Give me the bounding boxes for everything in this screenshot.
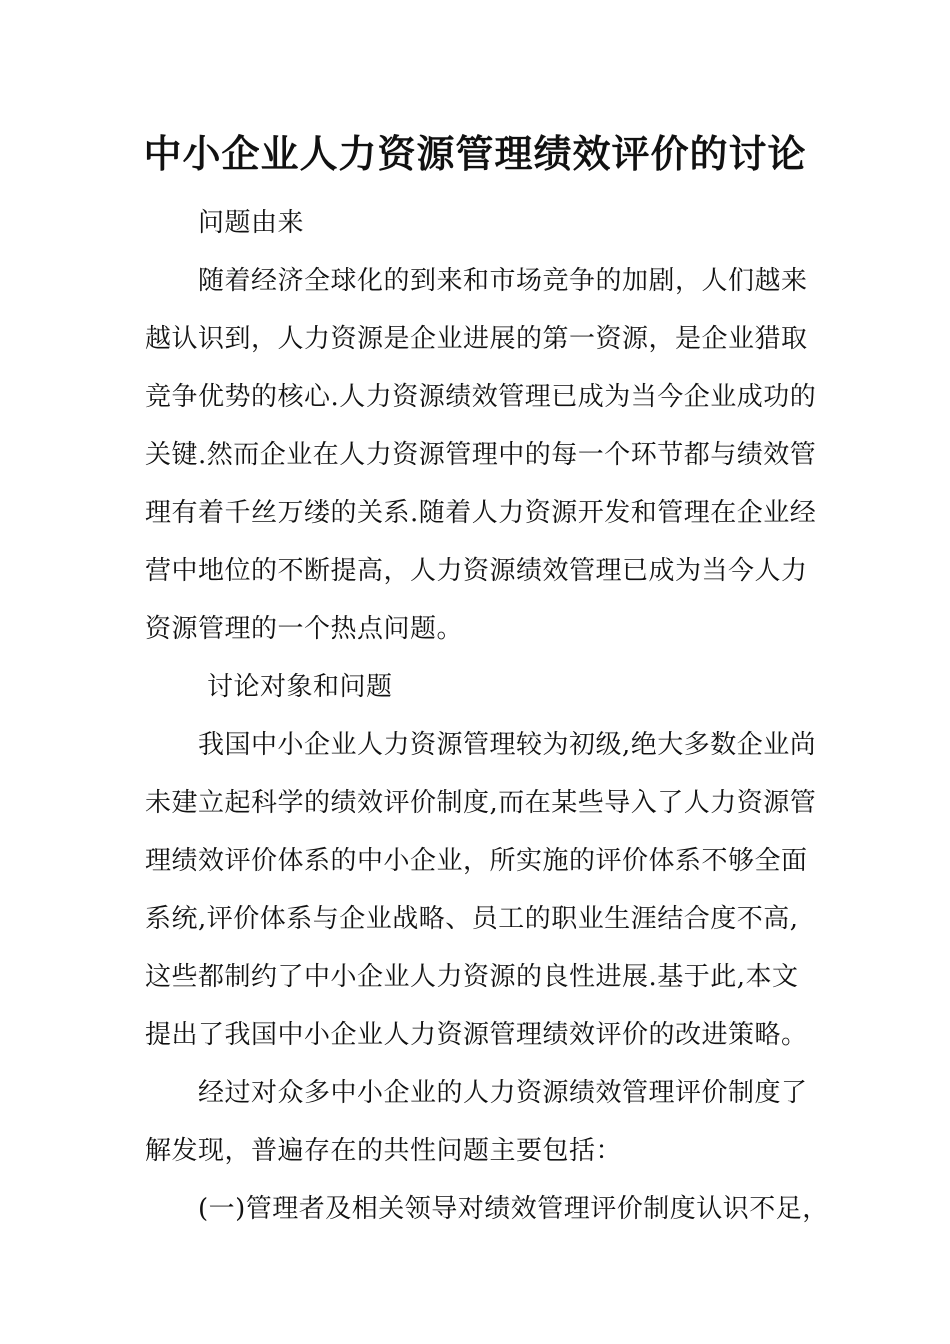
paragraph-line: 营中地位的不断提高，人力资源绩效管理已成为当今人力 — [145, 556, 808, 586]
paragraph-line: 提出了我国中小企业人力资源管理绩效评价的改进策略。 — [145, 1020, 808, 1050]
paragraph-line: 经过对众多中小企业的人力资源绩效管理评价制度了 — [198, 1078, 808, 1108]
document-title: 中小企业人力资源管理绩效评价的讨论 — [143, 131, 807, 176]
paragraph-line: 资源管理的一个热点问题。 — [145, 614, 464, 644]
paragraph-line: 我国中小企业人力资源管理较为初级,绝大多数企业尚 — [198, 730, 817, 760]
paragraph-line: (一)管理者及相关领导对绩效管理评价制度认识不足， — [198, 1194, 829, 1224]
paragraph-line: 解发现，普遍存在的共性问题主要包括： — [145, 1136, 623, 1166]
paragraph-line: 理绩效评价体系的中小企业，所实施的评价体系不够全面 — [145, 846, 808, 876]
paragraph-line: 随着经济全球化的到来和市场竞争的加剧，人们越来 — [198, 266, 808, 296]
paragraph-line: 理有着千丝万缕的关系.随着人力资源开发和管理在企业经 — [145, 498, 817, 528]
paragraph-line: 竞争优势的核心.人力资源绩效管理已成为当今企业成功的 — [145, 382, 817, 412]
paragraph-line: 系统,评价体系与企业战略、员工的职业生涯结合度不高, — [145, 904, 799, 934]
paragraph-line: 这些都制约了中小企业人力资源的良性进展.基于此,本文 — [145, 962, 799, 992]
heading-research-object: 讨论对象和问题 — [207, 672, 393, 702]
paragraph-line: 越认识到，人力资源是企业进展的第一资源，是企业猎取 — [145, 324, 808, 354]
paragraph-line: 未建立起科学的绩效评价制度,而在某些导入了人力资源管 — [145, 788, 817, 818]
heading-problem-origin: 问题由来 — [198, 208, 305, 238]
paragraph-line: 关键.然而企业在人力资源管理中的每一个环节都与绩效管 — [145, 440, 817, 470]
